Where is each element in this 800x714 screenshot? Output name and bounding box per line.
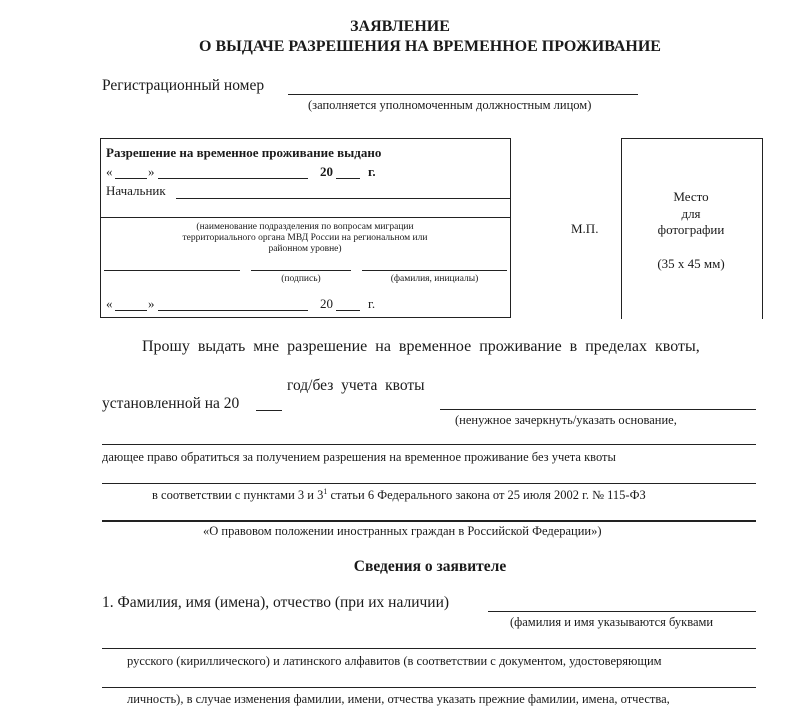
photo-line3: фотографии bbox=[657, 222, 725, 237]
signature-field[interactable] bbox=[251, 270, 351, 271]
applicant-heading: Сведения о заявителе bbox=[353, 558, 507, 575]
item1-label: 1. Фамилия, имя (имена), отчество (при их наличии) bbox=[102, 594, 450, 611]
year-suffix: г. bbox=[368, 164, 376, 179]
basis-field[interactable] bbox=[440, 409, 756, 410]
right-text: дающее право обратиться за получением разрешения на временное проживание без учета квоты bbox=[102, 450, 616, 464]
item1-note2: русского (кириллического) и латинского алфавитов (в соответствии с документом, удостоверяющим bbox=[127, 654, 662, 668]
basis-line3[interactable] bbox=[102, 483, 756, 484]
stamp-label: М.П. bbox=[571, 221, 599, 236]
law-name: «О правовом положении иностранных граждан в Российской Федерации») bbox=[203, 524, 602, 538]
item1-note: (фамилия и имя указываются буквами bbox=[510, 615, 714, 629]
chief-field[interactable] bbox=[176, 198, 510, 199]
date2-month-field[interactable] bbox=[158, 310, 308, 311]
registration-note: (заполняется уполномоченным должностным лицом) bbox=[308, 98, 592, 112]
photo-size: (35 х 45 мм) bbox=[657, 256, 725, 271]
date2-open-quote: « bbox=[106, 296, 113, 311]
quota-text: год/без учета квоты bbox=[287, 377, 425, 394]
dept-line[interactable] bbox=[100, 217, 511, 218]
fullname-line3[interactable] bbox=[102, 687, 756, 688]
year2-suffix: г. bbox=[368, 296, 376, 311]
permit-year-field[interactable] bbox=[336, 178, 360, 179]
basis-note: (ненужное зачеркнуть/указать основание, bbox=[455, 413, 677, 427]
established-label: установленной на 20 bbox=[102, 395, 240, 412]
item1-note3: личность), в случае изменения фамилии, имени, отчества указать прежние фамилии, имена, отчества, bbox=[127, 692, 670, 706]
dept-note-line3: районном уровне) bbox=[268, 244, 342, 254]
chief-label: Начальник bbox=[106, 183, 166, 198]
date-close-quote: » bbox=[148, 164, 155, 179]
date2-year-field[interactable] bbox=[336, 310, 360, 311]
basis-line2[interactable] bbox=[102, 444, 756, 445]
registration-number-field[interactable] bbox=[288, 94, 638, 95]
date2-close-quote: » bbox=[148, 296, 155, 311]
photo-line1: Место bbox=[673, 189, 709, 204]
date-open-quote: « bbox=[106, 164, 113, 179]
fullname-line2[interactable] bbox=[102, 648, 756, 649]
permit-month-field[interactable] bbox=[158, 178, 308, 179]
quota-year-field[interactable] bbox=[256, 410, 282, 411]
name-field[interactable] bbox=[362, 270, 507, 271]
date2-day-field[interactable] bbox=[115, 310, 147, 311]
position-field[interactable] bbox=[104, 270, 240, 271]
fullname-field[interactable] bbox=[488, 611, 756, 612]
permit-day-field[interactable] bbox=[115, 178, 147, 179]
signature-note: (подпись) bbox=[281, 274, 321, 284]
law-text: в соответствии с пунктами 3 и $3^1$ статьи 6 Федерального закона от 25 июля 2002 г. № 115-ФЗ bbox=[152, 487, 646, 503]
dept-note-line2: территориального органа МВД России на региональном или bbox=[182, 233, 428, 243]
photo-line2: для bbox=[681, 206, 701, 221]
permit-heading: Разрешение на временное проживание выдано bbox=[106, 145, 382, 160]
dept-note-line1: (наименование подразделения по вопросам миграции bbox=[196, 222, 414, 232]
request-line1: Прошу выдать мне разрешение на временное проживание в пределах квоты, bbox=[142, 338, 700, 355]
law-separator bbox=[102, 520, 756, 522]
name-note: (фамилия, инициалы) bbox=[390, 274, 479, 284]
year-prefix: 20 bbox=[320, 164, 333, 179]
year2-prefix: 20 bbox=[320, 296, 333, 311]
registration-label: Регистрационный номер bbox=[102, 77, 265, 94]
document-subtitle: О ВЫДАЧЕ РАЗРЕШЕНИЯ НА ВРЕМЕННОЕ ПРОЖИВАНИЕ bbox=[199, 38, 661, 55]
document-title: ЗАЯВЛЕНИЕ bbox=[350, 18, 450, 35]
